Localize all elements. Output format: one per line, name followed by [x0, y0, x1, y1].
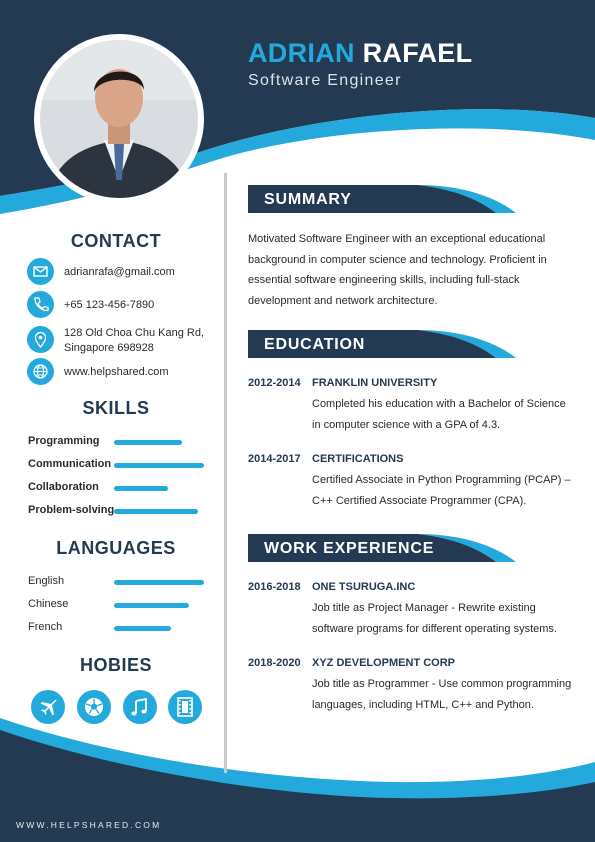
- column-divider: [224, 173, 227, 773]
- summary-text: Motivated Software Engineer with an exceptional educational background in computer science and technology. Proficient in essential software engineering skills, including full-stack development and network architecture.: [248, 233, 547, 307]
- job-title: Software Engineer: [248, 72, 402, 89]
- skill-row: [28, 456, 218, 472]
- hobbies-heading: HOBIES: [79, 655, 152, 675]
- phone-text[interactable]: +65 123-456-7890: [64, 299, 155, 311]
- contact-phone: [27, 291, 217, 319]
- entry-description: Job title as Project Manager - Rewrite existing software programs for different operating systems.: [312, 602, 557, 635]
- film-icon: [168, 690, 202, 724]
- phone-icon: [27, 291, 54, 318]
- address-line-1: 128 Old Choa Chu Kang Rd,: [64, 327, 205, 339]
- language-bar-fill: [114, 603, 189, 608]
- skill-bar: [114, 463, 204, 468]
- contact-heading: CONTACT: [70, 231, 162, 251]
- music-note-icon: [123, 690, 157, 724]
- experience-heading-banner: [248, 534, 518, 562]
- last-name: RAFAEL: [362, 38, 473, 68]
- address-line-2: Singapore 698928: [64, 342, 154, 354]
- summary-heading-banner: [248, 185, 518, 213]
- contact-email: [27, 258, 217, 286]
- entry-years: 2012-2014: [248, 377, 301, 389]
- experience-heading: WORK EXPERIENCE: [264, 540, 435, 557]
- skill-bar-fill: [114, 486, 168, 491]
- language-label: French: [28, 621, 63, 633]
- language-label: English: [28, 575, 65, 587]
- entry-years: 2016-2018: [248, 581, 301, 593]
- skill-row: [28, 479, 218, 495]
- first-name: ADRIAN: [248, 38, 355, 68]
- footer-website[interactable]: WWW.HELPSHARED.COM: [16, 820, 162, 830]
- location-pin-icon: [27, 326, 54, 353]
- skill-label: Collaboration: [28, 481, 99, 493]
- globe-icon: [27, 358, 54, 385]
- language-row: [28, 596, 218, 612]
- entry-years: 2018-2020: [248, 657, 301, 669]
- email-icon: [27, 258, 54, 285]
- language-row: [28, 573, 218, 589]
- skill-bar: [114, 509, 204, 514]
- language-bar: [114, 603, 204, 608]
- website-text[interactable]: www.helpshared.com: [64, 366, 169, 378]
- entry-description: Job title as Programmer - Use common programming languages, including HTML, C++ and Python.: [312, 678, 572, 711]
- skill-row: [28, 433, 218, 449]
- entry-organization: CERTIFICATIONS: [312, 453, 404, 465]
- entry-description: Certified Associate in Python Programming (PCAP) – C++ Certified Associate Programmer (CPA).: [312, 474, 571, 507]
- skill-label: Problem-solving: [28, 504, 115, 516]
- entry-years: 2014-2017: [248, 453, 301, 465]
- profile-photo: [34, 34, 204, 204]
- language-row: [28, 619, 218, 635]
- soccer-ball-icon: [77, 690, 111, 724]
- skill-label: Programming: [28, 435, 100, 447]
- skill-bar: [114, 440, 204, 445]
- entry-description: Completed his education with a Bachelor of Science in computer science with a GPA of 4.3.: [312, 398, 566, 431]
- entry-organization: XYZ DEVELOPMENT CORP: [312, 657, 456, 669]
- entry-organization: ONE TSURUGA.INC: [312, 581, 416, 593]
- address-text: [64, 326, 204, 356]
- language-label: Chinese: [28, 598, 69, 610]
- languages-heading: LANGUAGES: [56, 538, 176, 558]
- contact-website: [27, 358, 217, 386]
- entry-organization: FRANKLIN UNIVERSITY: [312, 377, 438, 389]
- skill-bar-fill: [114, 463, 204, 468]
- education-heading-banner: [248, 330, 518, 358]
- person-portrait-icon: [40, 40, 198, 198]
- email-text[interactable]: adrianrafa@gmail.com: [64, 266, 175, 278]
- education-heading: EDUCATION: [264, 336, 366, 353]
- skill-label: Communication: [28, 458, 112, 470]
- skill-bar: [114, 486, 204, 491]
- language-bar-fill: [114, 626, 171, 631]
- language-bar: [114, 580, 204, 585]
- airplane-icon: [31, 690, 65, 724]
- skill-row: [28, 502, 218, 518]
- contact-address: [27, 326, 217, 354]
- language-bar-fill: [114, 580, 204, 585]
- candidate-name: [248, 38, 472, 69]
- skills-heading: SKILLS: [82, 398, 150, 418]
- summary-heading: SUMMARY: [264, 191, 352, 208]
- language-bar: [114, 626, 204, 631]
- skill-bar-fill: [114, 440, 182, 445]
- skill-bar-fill: [114, 509, 198, 514]
